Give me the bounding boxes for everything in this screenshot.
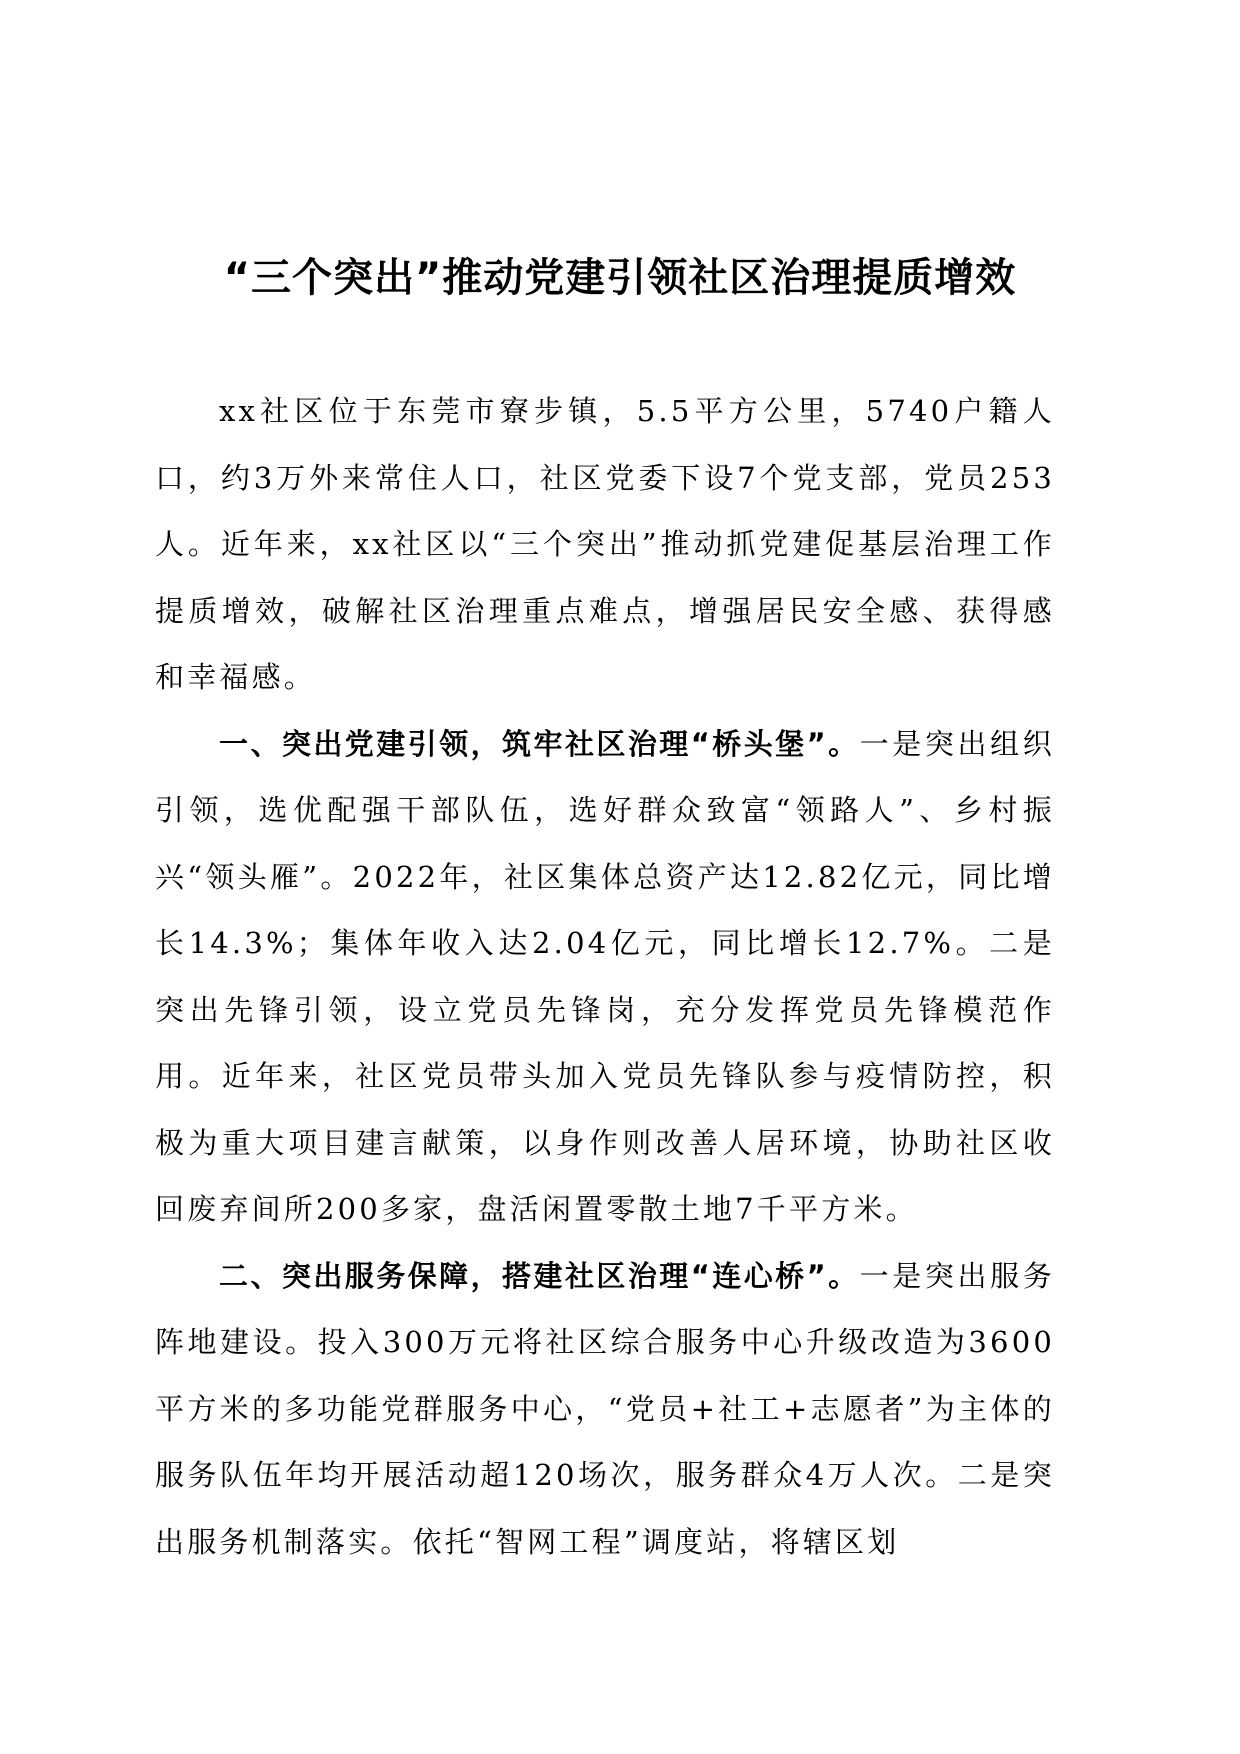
paragraph-text: xx社区位于东莞市寮步镇，5.5平方公里，5740户籍人口，约3万外来常住人口，社区党委下设7个党支部，党员253人。近年来，xx社区以“三个突出”推动抓党建促基层治理工作提质增效，破解社区治理重点难点，增强居民安全感、获得感和幸福感。 (155, 394, 1055, 694)
paragraph-section-two (155, 1243, 1055, 1576)
paragraph-text: 一是突出组织引领，选优配强干部队伍，选好群众致富“领路人”、乡村振兴“领头雁”。2022年，社区集体总资产达12.82亿元，同比增长14.3%；集体年收入达2.04亿元，同比增长12.7%。二是突出先锋引领，设立党员先锋岗，充分发挥党员先锋模范作用。近年来，社区党员带头加入党员先锋队参与疫情防控，积极为重大项目建言献策，以身作则改善人居环境，协助社区收回废弃间所200多家，盘活闲置零散土地7千平方米。 (155, 726, 1056, 1226)
paragraph-text: 一是突出服务阵地建设。投入300万元将社区综合服务中心升级改造为3600平方米的多功能党群服务中心，“党员+社工+志愿者”为主体的服务队伍年均开展活动超120场次，服务群众4万人次。二是突出服务机制落实。依托“智网工程”调度站，将辖区划 (155, 1258, 1056, 1559)
section-heading: 二、突出服务保障，搭建社区治理“连心桥”。 (219, 1258, 860, 1293)
paragraph-section-one (155, 711, 1055, 1243)
section-heading: 一、突出党建引领，筑牢社区治理“桥头堡”。 (219, 726, 860, 761)
paragraph-intro (155, 378, 1055, 711)
document-body (155, 378, 1055, 1575)
document-title: “三个突出”推动党建引领社区治理提质增效 (223, 255, 1017, 301)
